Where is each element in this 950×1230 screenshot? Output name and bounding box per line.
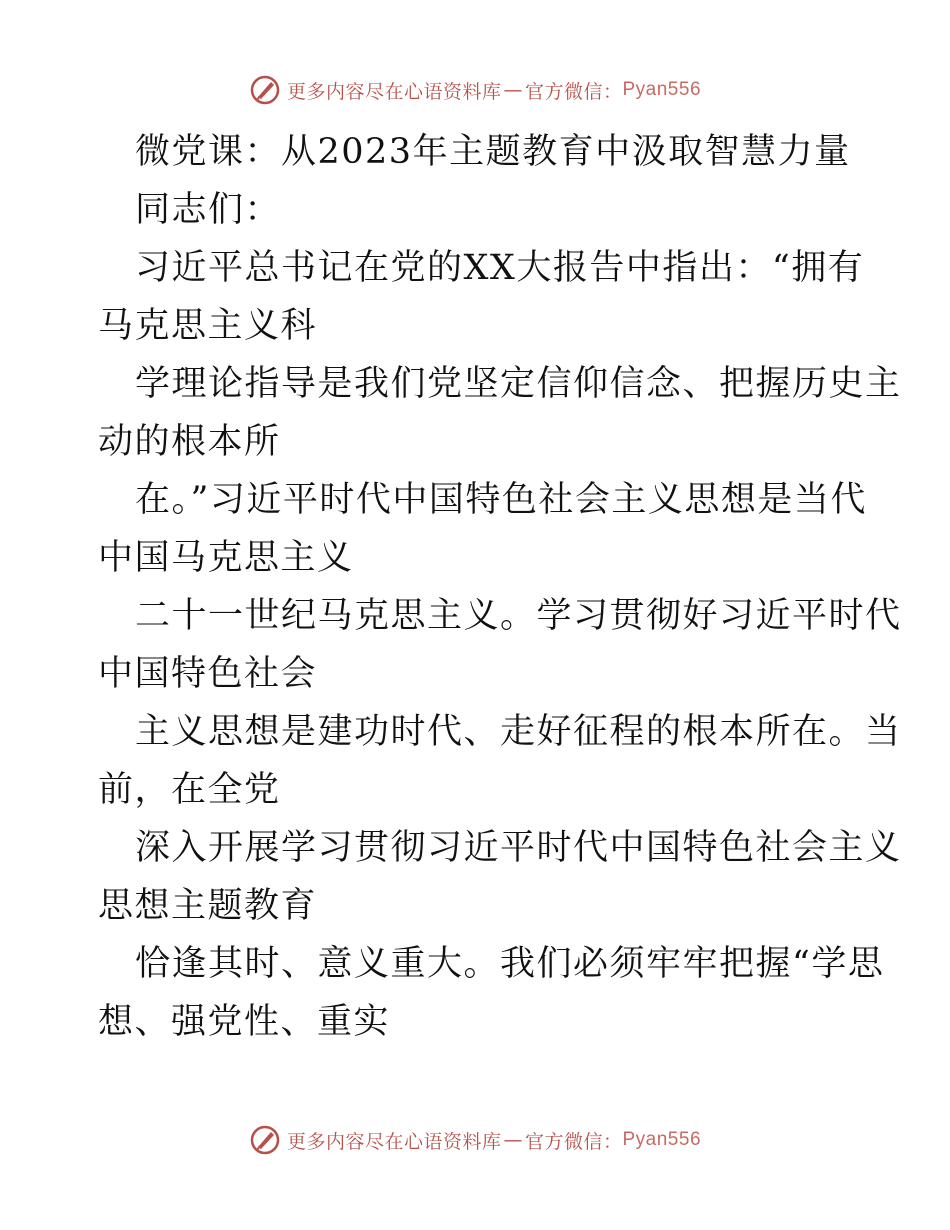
document-line: 动的根本所 — [98, 422, 281, 462]
banner-separator: — — [503, 1129, 523, 1151]
quill-logo-icon — [249, 1124, 281, 1156]
banner-wechat-handle: Pyan556 — [622, 1129, 702, 1150]
document-line: 主义思想是建功时代、走好征程的根本所在。当 — [135, 712, 902, 752]
document-line: 思想主题教育 — [98, 886, 318, 926]
document-line: 二十一世纪马克思主义。学习贯彻好习近平时代 — [135, 596, 902, 636]
banner-site-text: 更多内容尽在心语资料库 — [286, 80, 502, 103]
document-line: 同志们： — [135, 190, 282, 230]
banner-separator: — — [503, 79, 523, 101]
document-line: 恰逢其时、意义重大。我们必须牢牢把握“学思 — [135, 944, 885, 984]
banner-wechat-label: 官方微信： — [524, 1130, 623, 1153]
document-line: 中国马克思主义 — [98, 538, 354, 578]
header-watermark-banner — [0, 70, 950, 110]
document-line: 想、强党性、重实 — [98, 1002, 391, 1042]
document-line: 学理论指导是我们党坚定信仰信念、把握历史主 — [135, 364, 902, 404]
banner-wechat-handle: Pyan556 — [622, 79, 702, 100]
document-line: 马克思主义科 — [98, 306, 318, 346]
document-body — [98, 123, 902, 1051]
banner-site-text: 更多内容尽在心语资料库 — [286, 1130, 502, 1153]
document-line: 前，在全党 — [98, 770, 281, 810]
document-line: 深入开展学习贯彻习近平时代中国特色社会主义 — [135, 828, 902, 868]
document-line: 在。”习近平时代中国特色社会主义思想是当代 — [135, 480, 867, 520]
quill-logo-icon — [249, 74, 281, 106]
banner-wechat-label: 官方微信： — [524, 80, 623, 103]
footer-watermark-banner — [0, 1120, 950, 1160]
document-line: 中国特色社会 — [98, 654, 318, 694]
document-line: 习近平总书记在党的XX大报告中指出：“拥有 — [135, 248, 865, 288]
document-line: 微党课：从2023年主题教育中汲取智慧力量 — [135, 132, 851, 172]
